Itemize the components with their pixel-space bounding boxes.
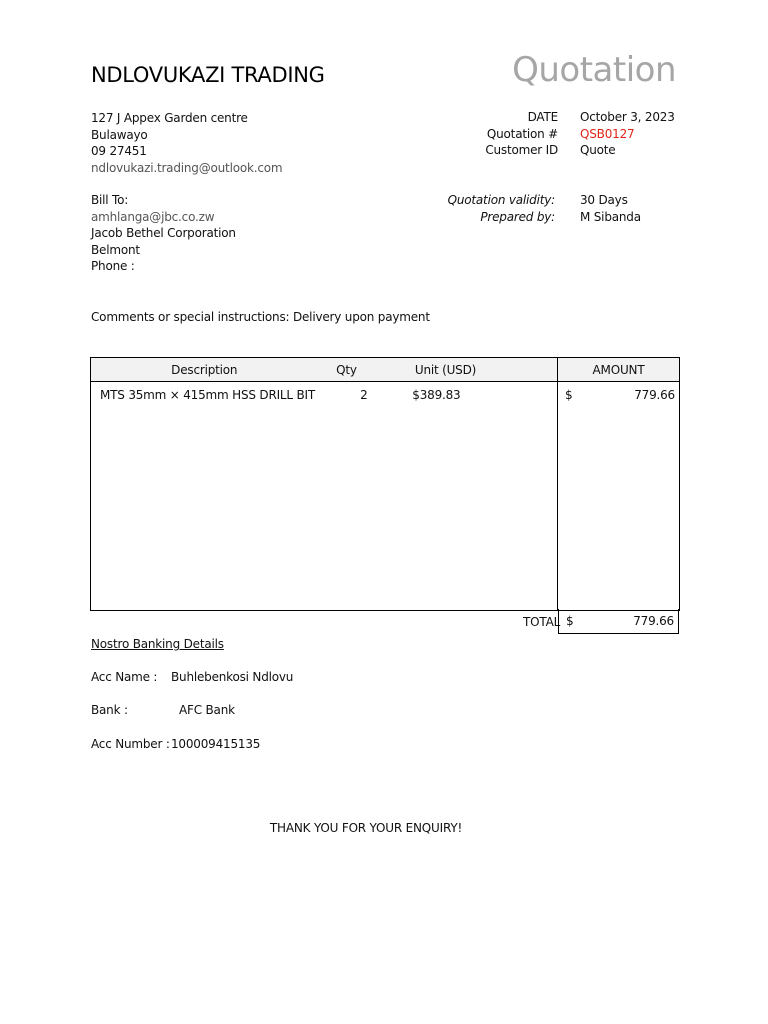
acc-name-label: Acc Name : — [91, 670, 158, 684]
total-currency: $ — [566, 613, 574, 628]
bill-to-label: Bill To: — [91, 193, 129, 207]
validity-labels — [448, 192, 555, 225]
row-unit-price: $389.83 — [412, 388, 461, 402]
customer-id-label: Customer ID — [485, 143, 558, 157]
company-name: NDLOVUKAZI TRADING — [91, 63, 325, 87]
validity-value: 30 Days — [580, 193, 628, 207]
quotation-number-label: Quotation # — [486, 126, 558, 141]
company-address-block — [91, 110, 282, 176]
bill-to-company: Jacob Bethel Corporation — [91, 226, 236, 240]
prepared-by-label: Prepared by: — [480, 209, 555, 224]
line-items-table — [90, 357, 680, 611]
company-city: Bulawayo — [91, 127, 148, 142]
date-label: DATE — [527, 110, 558, 124]
row-currency: $ — [565, 388, 573, 402]
banking-heading: Nostro Banking Details — [91, 637, 224, 651]
acc-number-value: 100009415135 — [171, 737, 261, 751]
header-spacer — [516, 358, 558, 382]
quote-meta-labels — [485, 109, 558, 159]
bank-row — [91, 702, 235, 719]
prepared-by-value: M Sibanda — [580, 209, 641, 224]
total-value: 779.66 — [633, 613, 674, 628]
header-qty: Qty — [318, 358, 376, 382]
customer-id-value: Quote — [580, 143, 616, 157]
bill-to-block — [91, 192, 236, 275]
bill-to-phone: Phone : — [91, 259, 135, 273]
acc-name-value: Buhlebenkosi Ndlovu — [171, 670, 294, 684]
table-row — [91, 382, 680, 611]
acc-name-row — [91, 669, 293, 686]
acc-number-row — [91, 736, 260, 753]
date-value: October 3, 2023 — [580, 110, 675, 124]
quotation-number-value: QSB0127 — [580, 126, 635, 141]
company-phone: 09 27451 — [91, 144, 147, 158]
bank-label: Bank : — [91, 703, 128, 717]
row-amount: 779.66 — [634, 388, 675, 402]
company-email: ndlovukazi.trading@outlook.com — [91, 160, 283, 175]
header-unit: Unit (USD) — [376, 358, 516, 382]
header-amount: AMOUNT — [558, 358, 680, 382]
acc-number-label: Acc Number : — [91, 737, 170, 751]
validity-values — [580, 192, 641, 225]
document-title: Quotation — [512, 50, 676, 90]
row-qty: 2 — [360, 388, 368, 402]
total-label: TOTAL — [523, 615, 561, 629]
table-header-row — [91, 358, 680, 382]
comments-line: Comments or special instructions: Delivery upon payment — [91, 310, 430, 324]
thank-you-message: THANK YOU FOR YOUR ENQUIRY! — [269, 821, 463, 835]
bank-value: AFC Bank — [179, 703, 235, 717]
header-description: Description — [91, 358, 318, 382]
row-description: MTS 35mm × 415mm HSS DRILL BIT — [100, 388, 316, 402]
bill-to-area: Belmont — [91, 242, 140, 257]
validity-label: Quotation validity: — [447, 193, 555, 207]
bill-to-email: amhlanga@jbc.co.zw — [91, 209, 215, 224]
quote-meta-values — [580, 109, 675, 159]
row-amount-cell — [558, 382, 679, 402]
total-box — [558, 609, 679, 634]
company-address-line: 127 J Appex Garden centre — [91, 111, 248, 125]
